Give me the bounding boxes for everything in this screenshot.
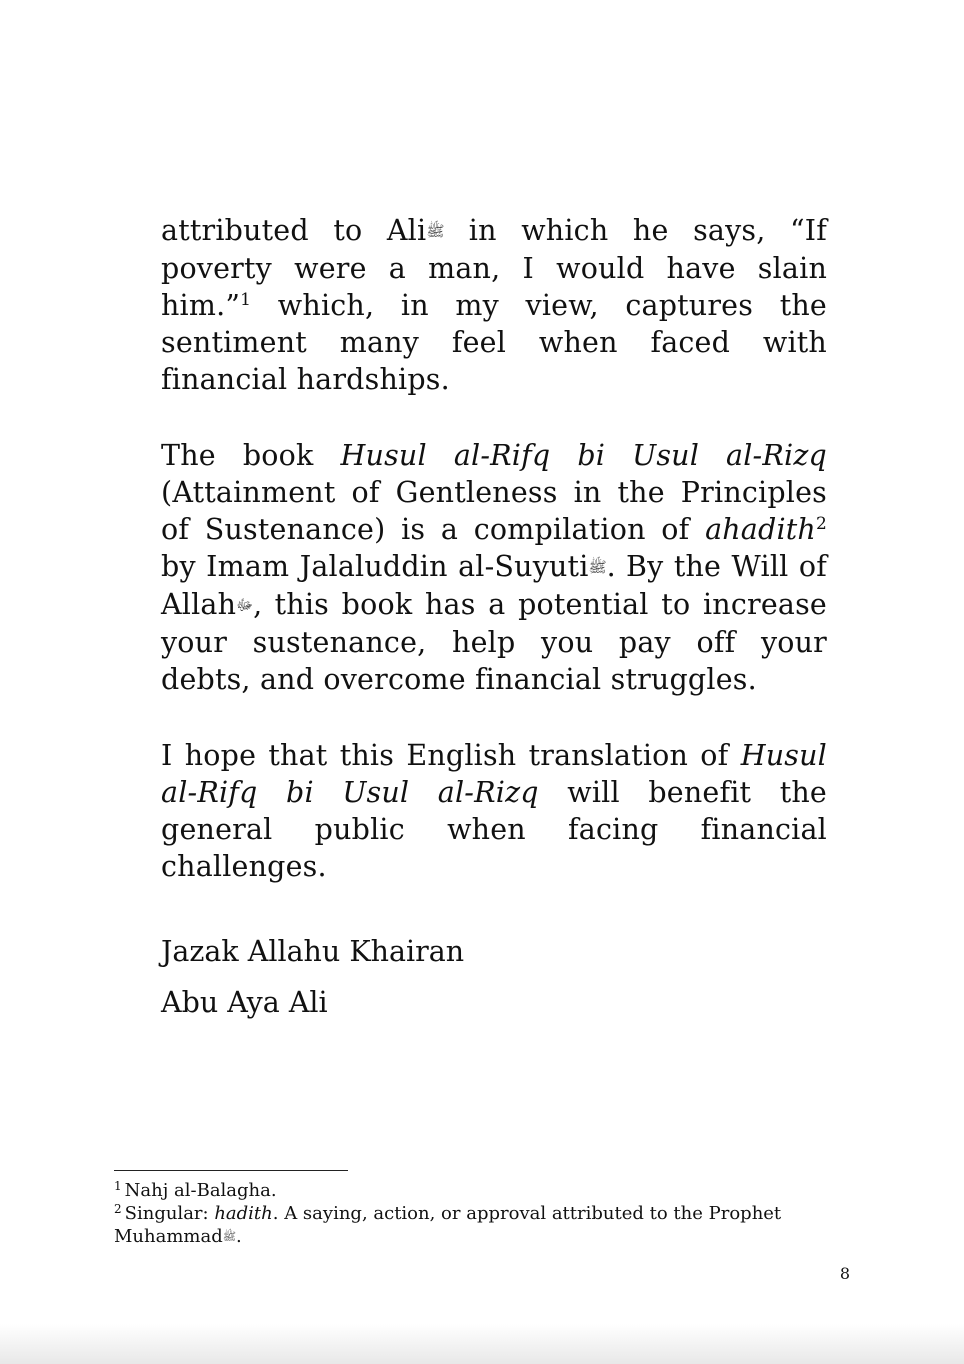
footnote-text: . (236, 1226, 242, 1247)
footnote-marker: 1 (114, 1179, 122, 1193)
text-run: The book (161, 439, 341, 472)
text-run: attributed to Ali (161, 214, 427, 247)
italic-term: ahadith (705, 513, 816, 546)
footnote-ref-2[interactable]: 2 (815, 514, 827, 534)
footnotes (114, 1179, 824, 1248)
honorific-glyph: ﷺ (426, 222, 445, 240)
footnote-divider (114, 1170, 348, 1171)
text-run: will benefit the general public when facing financial challenges. (161, 776, 827, 883)
footnote-text: Nahj al-Balagha. (124, 1180, 277, 1201)
page-bottom-shadow (0, 1324, 964, 1364)
paragraph-2 (161, 437, 827, 698)
paragraph-3 (161, 737, 827, 885)
paragraph-1 (161, 212, 827, 398)
book-title: Husul al-Rifq bi Usul al-Rizq (161, 739, 827, 809)
text-run: in which he says, “If poverty were a man, I would have slain him.” (161, 214, 827, 322)
footnote-text: Singular: (124, 1203, 215, 1224)
honorific-glyph: ﷺ (588, 558, 607, 576)
italic-term: hadith (214, 1203, 273, 1224)
page-number: 8 (839, 1264, 850, 1283)
book-title: Husul al-Rifq bi Usul al-Rizq (340, 439, 827, 472)
author-signature: Abu Aya Ali (161, 986, 328, 1019)
footnote-1 (114, 1179, 824, 1202)
text-run: . By the Will of Allah (161, 550, 827, 621)
footnote-text: . A saying, action, or approval attributed to the Prophet Muhammad (114, 1203, 782, 1247)
text-run: I hope that this English translation of (161, 739, 741, 772)
honorific-glyph: ﷺ (222, 1230, 237, 1243)
main-text (161, 212, 827, 924)
footnote-2 (114, 1202, 824, 1248)
footnote-marker: 2 (114, 1202, 122, 1216)
closing-greeting: Jazak Allahu Khairan (161, 935, 465, 968)
text-run: which, in my view, captures the sentiment many feel when faced with financial hardships. (161, 289, 827, 396)
text-run: by Imam Jalaluddin al-Suyuti (161, 550, 589, 583)
text-run: , this book has a potential to increase your sustenance, help you pay off your debts, and overcome financial struggles. (161, 588, 827, 696)
text-run: (Attainment of Gentleness in the Principles of Sustenance) is a compilation of (161, 476, 827, 546)
honorific-glyph: ﷻ (236, 596, 254, 614)
footnote-ref-1[interactable]: 1 (240, 290, 252, 310)
